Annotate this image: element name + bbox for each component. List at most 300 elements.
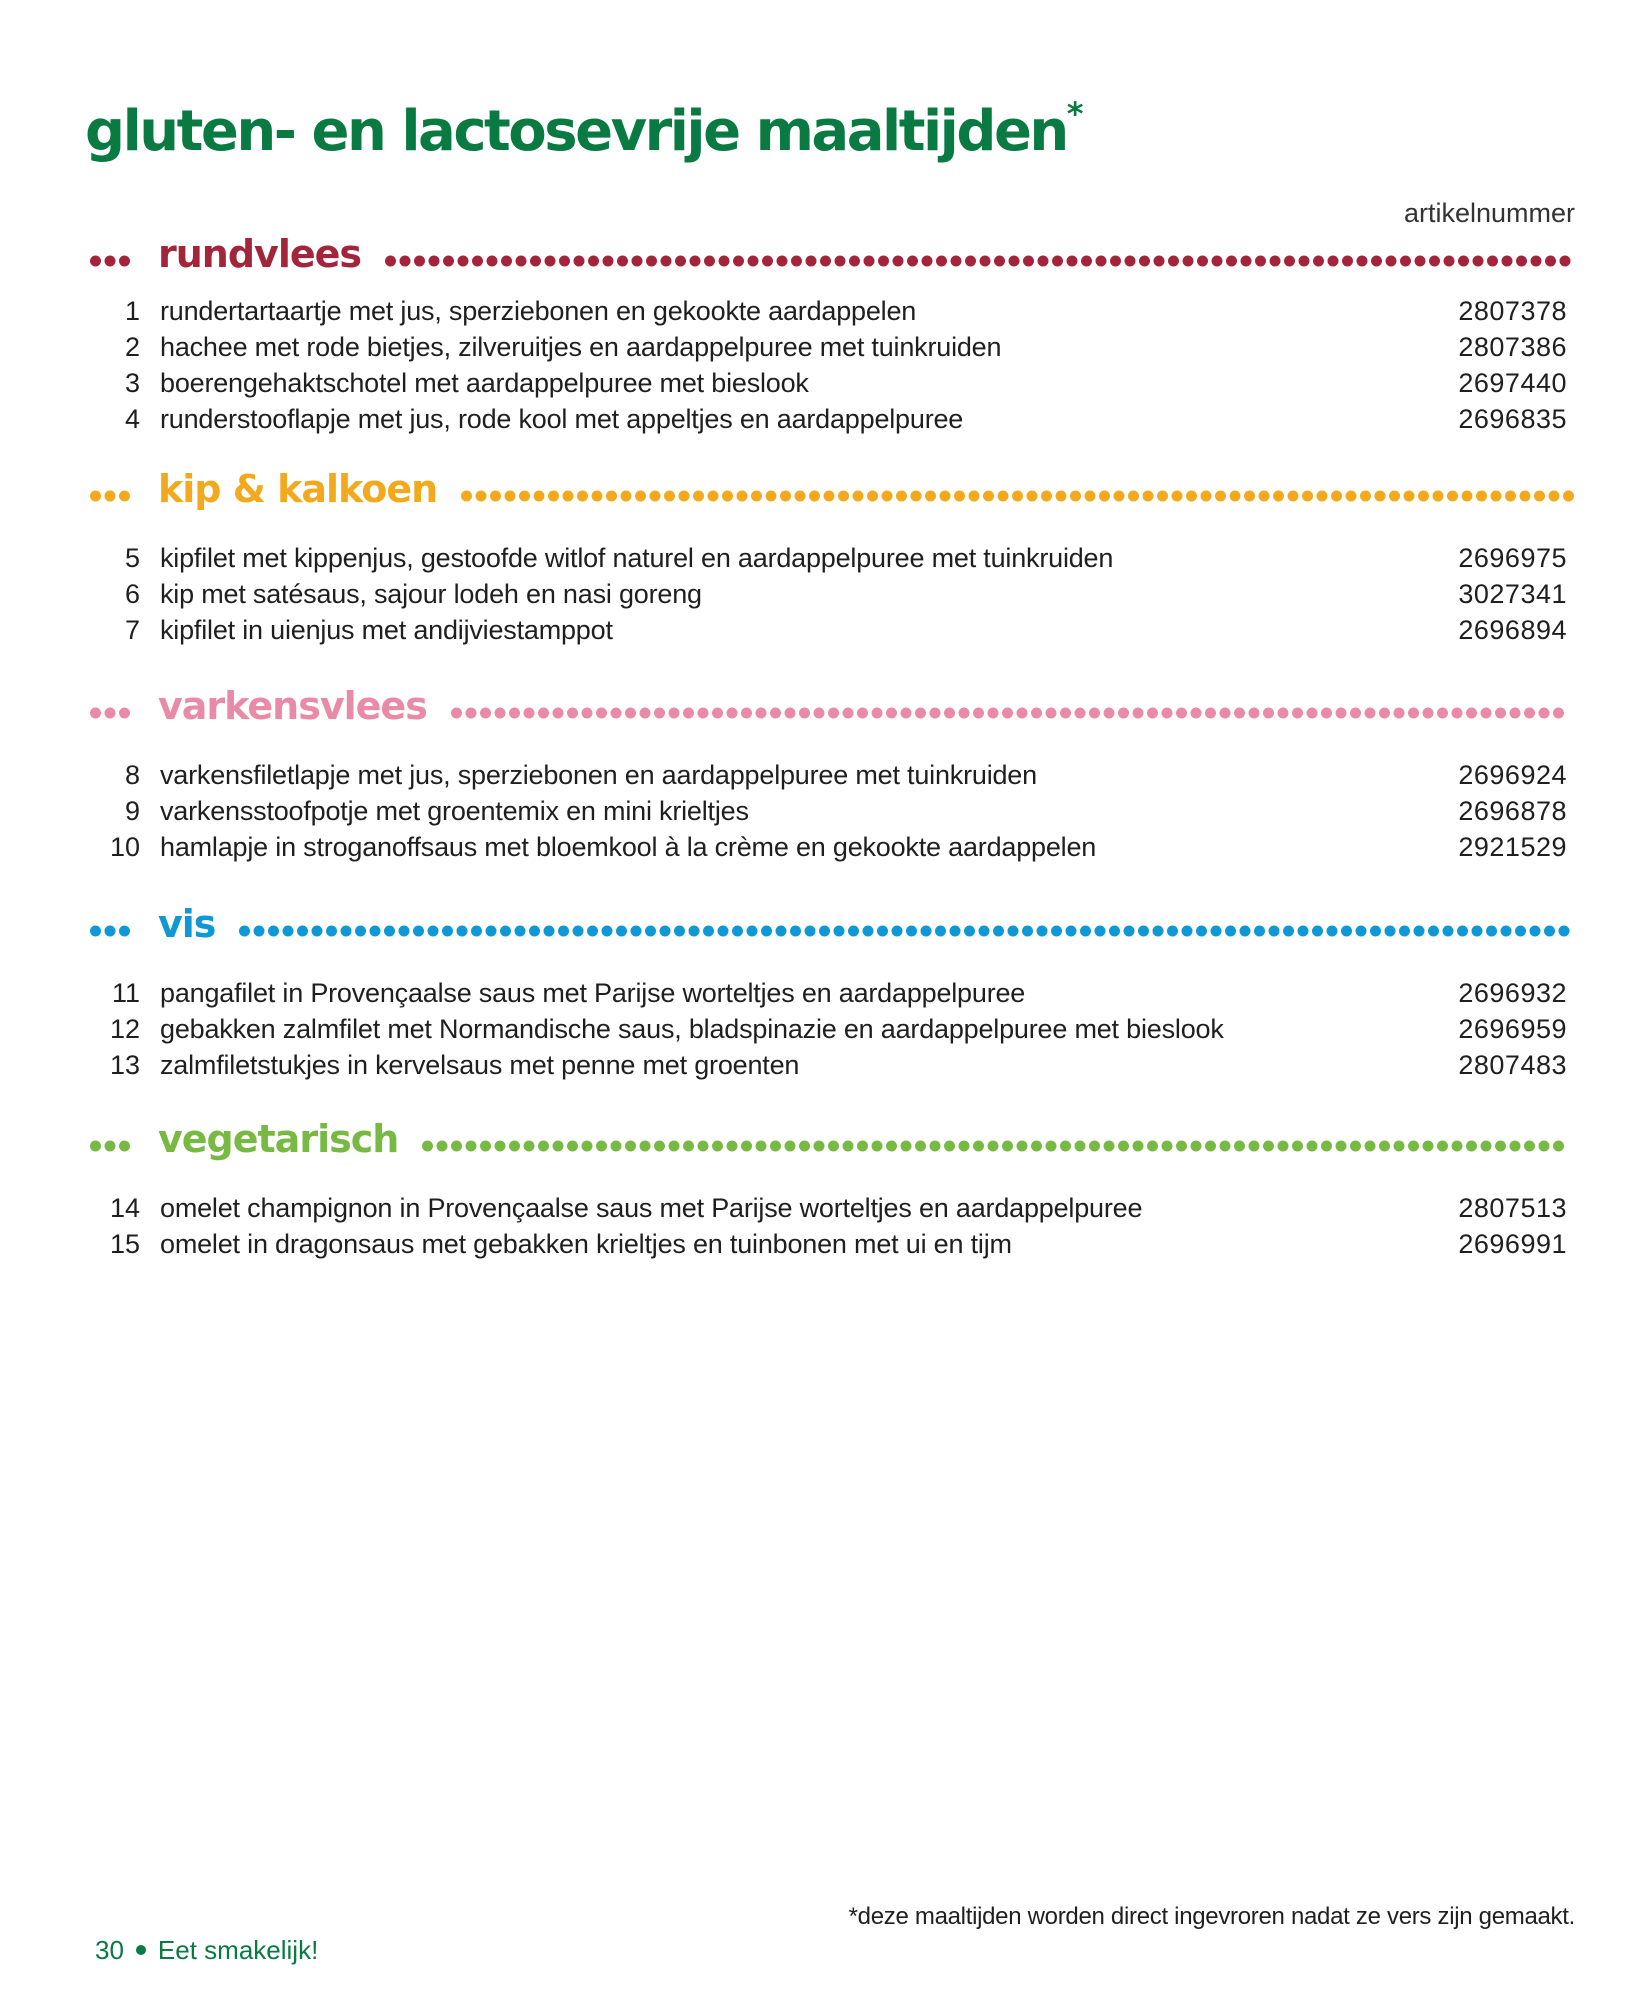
dot	[965, 256, 976, 267]
dot	[1128, 491, 1139, 502]
dot	[490, 491, 501, 502]
dot	[90, 491, 101, 502]
dot	[708, 491, 719, 502]
list-item	[90, 365, 1575, 401]
dot	[1341, 926, 1352, 937]
dot	[1182, 926, 1193, 937]
dot	[505, 491, 516, 502]
dot	[1357, 256, 1368, 267]
dot	[457, 926, 468, 937]
dot	[1510, 1141, 1521, 1152]
list-item	[90, 612, 1575, 648]
item-number: 10	[109, 832, 140, 862]
dot	[1327, 926, 1338, 937]
dot	[326, 926, 337, 937]
dot	[1167, 926, 1178, 937]
dot	[661, 256, 672, 267]
dot	[105, 708, 116, 719]
dot	[1336, 708, 1347, 719]
dot	[1553, 708, 1564, 719]
dot	[675, 256, 686, 267]
section-title: rundvlees	[158, 225, 367, 283]
dot	[105, 491, 116, 502]
dot	[1002, 708, 1013, 719]
dot	[1560, 256, 1571, 267]
bullet-dot-icon	[136, 1945, 146, 1955]
dot	[1066, 926, 1077, 937]
dot	[1139, 256, 1150, 267]
dot	[1481, 708, 1492, 719]
dot	[1143, 491, 1154, 502]
dot	[809, 491, 820, 502]
dot	[538, 1141, 549, 1152]
dot	[828, 708, 839, 719]
dot	[1516, 256, 1527, 267]
dot	[1495, 1141, 1506, 1152]
dot	[1356, 926, 1367, 937]
dot	[476, 491, 487, 502]
dot	[1038, 256, 1049, 267]
list-item	[90, 975, 1575, 1011]
dot	[1501, 926, 1512, 937]
dot	[785, 708, 796, 719]
dot	[574, 256, 585, 267]
dot	[719, 256, 730, 267]
dot	[1444, 256, 1455, 267]
dot	[1017, 708, 1028, 719]
dot	[901, 708, 912, 719]
dot	[940, 491, 951, 502]
dot	[486, 926, 497, 937]
dot	[980, 256, 991, 267]
section-vis	[90, 895, 1575, 1083]
dot	[994, 256, 1005, 267]
dot	[451, 1141, 462, 1152]
item-code: 2696959	[1458, 1014, 1567, 1044]
dot	[1346, 491, 1357, 502]
dot	[603, 256, 614, 267]
item-description: omelet in dragonsaus met gebakken krieltjes en tuinbonen met ui en tijm	[160, 1229, 1012, 1259]
dot	[1052, 256, 1063, 267]
dot	[1386, 256, 1397, 267]
dot	[582, 1141, 593, 1152]
dot	[617, 256, 628, 267]
item-code: 2696924	[1458, 760, 1567, 790]
dot	[669, 1141, 680, 1152]
dotted-rule	[239, 924, 1575, 938]
dot	[922, 256, 933, 267]
item-description: kipfilet met kippenjus, gestoofde witlof naturel en aardappelpuree met tuinkruiden	[160, 543, 1114, 573]
item-list	[90, 293, 1575, 437]
dot	[458, 256, 469, 267]
dot	[631, 926, 642, 937]
dotted-rule	[451, 706, 1575, 720]
dot	[820, 256, 831, 267]
dot	[1458, 256, 1469, 267]
dot	[1099, 491, 1110, 502]
dot	[828, 1141, 839, 1152]
leading-dots	[90, 924, 142, 938]
list-item	[90, 1047, 1575, 1083]
dot	[1249, 708, 1260, 719]
dot	[1023, 256, 1034, 267]
dot	[283, 926, 294, 937]
dot	[632, 256, 643, 267]
item-description: varkensfiletlapje met jus, sperziebonen en aardappelpuree met tuinkruiden	[160, 760, 1037, 790]
dot	[650, 491, 661, 502]
leading-dots	[90, 254, 142, 268]
dot	[1109, 926, 1120, 937]
dot	[1487, 256, 1498, 267]
dot	[835, 256, 846, 267]
dot	[1186, 491, 1197, 502]
dot	[1096, 256, 1107, 267]
dot	[544, 926, 555, 937]
dot	[1009, 256, 1020, 267]
dot	[558, 926, 569, 937]
item-description: varkensstoofpotje met groentemix en mini krieltjes	[160, 796, 749, 826]
dot	[1524, 1141, 1535, 1152]
dot	[1429, 256, 1440, 267]
dot	[973, 1141, 984, 1152]
dot	[1404, 491, 1415, 502]
dot	[893, 256, 904, 267]
dot	[654, 708, 665, 719]
dot	[119, 926, 130, 937]
dot	[1278, 1141, 1289, 1152]
dot	[1328, 256, 1339, 267]
section-title: vegetarisch	[158, 1110, 404, 1168]
item-number: 4	[124, 404, 140, 434]
dot	[698, 708, 709, 719]
dot	[1428, 926, 1439, 937]
dot	[872, 708, 883, 719]
item-number: 12	[109, 1014, 140, 1044]
item-code: 2696835	[1458, 404, 1567, 434]
dot	[674, 926, 685, 937]
dot	[563, 491, 574, 502]
dot	[596, 708, 607, 719]
dot	[969, 491, 980, 502]
dot	[1162, 1141, 1173, 1152]
dot	[790, 926, 801, 937]
dot	[1133, 1141, 1144, 1152]
dot	[712, 1141, 723, 1152]
dot	[1481, 1141, 1492, 1152]
page-footer	[95, 1935, 318, 1966]
dot	[573, 926, 584, 937]
dot	[1162, 708, 1173, 719]
dot	[683, 708, 694, 719]
dot	[838, 491, 849, 502]
dot	[1240, 926, 1251, 937]
dot	[751, 491, 762, 502]
item-number: 11	[111, 978, 140, 1008]
dot	[1437, 708, 1448, 719]
dot	[944, 708, 955, 719]
item-description: gebakken zalmfilet met Normandische saus, bladspinazie en aardappelpuree met bieslook	[160, 1014, 1224, 1044]
dot	[1273, 491, 1284, 502]
dot	[951, 256, 962, 267]
section-title: varkensvlees	[158, 677, 433, 735]
dot	[795, 491, 806, 502]
dot	[664, 491, 675, 502]
dot	[1299, 256, 1310, 267]
dot	[698, 1141, 709, 1152]
dot	[1531, 256, 1542, 267]
dot	[805, 926, 816, 937]
item-code: 2697440	[1458, 368, 1567, 398]
dot	[1385, 926, 1396, 937]
dot	[1234, 708, 1245, 719]
dot	[1225, 926, 1236, 937]
dot	[1259, 491, 1270, 502]
section-header	[90, 677, 1575, 735]
dot	[616, 926, 627, 937]
dot	[1375, 491, 1386, 502]
dot	[1408, 708, 1419, 719]
item-code: 2807483	[1458, 1050, 1567, 1080]
dot	[1147, 708, 1158, 719]
item-code: 2807513	[1458, 1193, 1567, 1223]
dot	[1089, 708, 1100, 719]
dot	[886, 708, 897, 719]
list-item	[90, 757, 1575, 793]
dot	[437, 1141, 448, 1152]
dot	[588, 256, 599, 267]
dot	[1104, 708, 1115, 719]
dot	[1473, 256, 1484, 267]
dotted-rule	[461, 489, 1575, 503]
dot	[1457, 926, 1468, 937]
section-rundvlees	[90, 225, 1575, 437]
dot	[1211, 926, 1222, 937]
dot	[596, 1141, 607, 1152]
dot	[1241, 256, 1252, 267]
title-asterisk: *	[1066, 95, 1084, 133]
dot	[907, 256, 918, 267]
dot	[776, 926, 787, 937]
section-varkensvlees	[90, 677, 1575, 865]
item-description: hachee met rode bietjes, zilveruitjes en aardappelpuree met tuinkruiden	[160, 332, 1002, 362]
dot	[1414, 926, 1425, 937]
dot	[901, 1141, 912, 1152]
dot	[297, 926, 308, 937]
dot	[602, 926, 613, 937]
dot	[799, 708, 810, 719]
dot	[509, 1141, 520, 1152]
dot	[1031, 708, 1042, 719]
dot	[814, 1141, 825, 1152]
dot	[1263, 708, 1274, 719]
dot	[1118, 1141, 1129, 1152]
section-vegetarisch	[90, 1110, 1575, 1262]
dot	[1415, 256, 1426, 267]
dot	[399, 926, 410, 937]
dot	[1041, 491, 1052, 502]
dot	[1089, 1141, 1100, 1152]
dot	[834, 926, 845, 937]
dot	[766, 491, 777, 502]
dot	[471, 926, 482, 937]
dot	[1331, 491, 1342, 502]
item-number: 8	[124, 760, 140, 790]
dot	[998, 491, 1009, 502]
dot	[1505, 491, 1516, 502]
dot	[1515, 926, 1526, 937]
dot	[90, 926, 101, 937]
item-number: 14	[109, 1193, 140, 1223]
dot	[683, 1141, 694, 1152]
dot	[1283, 926, 1294, 937]
dot	[1423, 1141, 1434, 1152]
dot	[1234, 1141, 1245, 1152]
item-code: 2696991	[1458, 1229, 1567, 1259]
section-title: kip & kalkoen	[158, 460, 443, 518]
item-description: pangafilet in Provençaalse saus met Parijse worteltjes en aardappelpuree	[160, 978, 1026, 1008]
dot	[1342, 256, 1353, 267]
dot	[466, 1141, 477, 1152]
dot	[1270, 256, 1281, 267]
item-number: 3	[124, 368, 140, 398]
dot	[1370, 926, 1381, 937]
dot	[640, 1141, 651, 1152]
dot	[621, 491, 632, 502]
dot	[1220, 708, 1231, 719]
dot	[1365, 708, 1376, 719]
dot	[1408, 1141, 1419, 1152]
item-description: zalmfiletstukjes in kervelsaus met penne met groenten	[160, 1050, 800, 1080]
dot	[785, 1141, 796, 1152]
dot	[911, 491, 922, 502]
dot	[1191, 708, 1202, 719]
dot	[480, 1141, 491, 1152]
dot	[993, 926, 1004, 937]
dot	[1350, 708, 1361, 719]
dot	[1197, 256, 1208, 267]
dot	[1080, 926, 1091, 937]
dot	[849, 256, 860, 267]
dot	[954, 491, 965, 502]
dot	[704, 256, 715, 267]
dot	[1154, 256, 1165, 267]
dot	[1095, 926, 1106, 937]
dot	[1046, 1141, 1057, 1152]
dot	[925, 491, 936, 502]
dot	[1502, 256, 1513, 267]
dot	[1313, 256, 1324, 267]
dot	[660, 926, 671, 937]
dot	[545, 256, 556, 267]
dot	[1114, 491, 1125, 502]
item-number: 2	[124, 332, 140, 362]
leading-dots	[90, 489, 142, 503]
dot	[1491, 491, 1502, 502]
dot	[1060, 1141, 1071, 1152]
dot	[824, 491, 835, 502]
dot	[988, 1141, 999, 1152]
dot	[1394, 1141, 1405, 1152]
item-code: 2696894	[1458, 615, 1567, 645]
dot	[864, 256, 875, 267]
dot	[777, 256, 788, 267]
dot	[1452, 1141, 1463, 1152]
dot	[1298, 926, 1309, 937]
dot	[119, 256, 130, 267]
dot	[1220, 1141, 1231, 1152]
dot	[1085, 491, 1096, 502]
dot	[1307, 708, 1318, 719]
dot	[1447, 491, 1458, 502]
dot	[770, 1141, 781, 1152]
dot	[988, 708, 999, 719]
dot	[936, 256, 947, 267]
dot	[1437, 1141, 1448, 1152]
dot	[268, 926, 279, 937]
dot	[930, 1141, 941, 1152]
item-code: 3027341	[1458, 579, 1567, 609]
dot	[1302, 491, 1313, 502]
dot	[979, 926, 990, 937]
dot	[814, 708, 825, 719]
dot	[935, 926, 946, 937]
dot	[443, 256, 454, 267]
item-list	[90, 757, 1575, 865]
list-item	[90, 401, 1575, 437]
dot	[370, 926, 381, 937]
dot	[896, 491, 907, 502]
dot	[495, 1141, 506, 1152]
dot	[1022, 926, 1033, 937]
dot	[1549, 491, 1560, 502]
section-header	[90, 1110, 1575, 1168]
dot	[1350, 1141, 1361, 1152]
dot	[1037, 926, 1048, 937]
dot	[1133, 708, 1144, 719]
dot	[669, 708, 680, 719]
dot	[1147, 1141, 1158, 1152]
dot	[1462, 491, 1473, 502]
dot	[906, 926, 917, 937]
dot	[1255, 256, 1266, 267]
dot	[429, 256, 440, 267]
dot	[1031, 1141, 1042, 1152]
section-title: vis	[158, 895, 221, 953]
dot	[312, 926, 323, 937]
dot	[1423, 708, 1434, 719]
dot	[105, 926, 116, 937]
list-item	[90, 1190, 1575, 1226]
dot	[559, 256, 570, 267]
dot	[733, 256, 744, 267]
dot	[741, 1141, 752, 1152]
dot	[119, 491, 130, 502]
dotted-rule	[385, 254, 1575, 268]
dot	[799, 1141, 810, 1152]
dot	[500, 926, 511, 937]
item-description: rundertartaartje met jus, sperziebonen en gekookte aardappelen	[160, 296, 917, 326]
dot	[1524, 708, 1535, 719]
dot	[1466, 708, 1477, 719]
column-header-artikelnummer: artikelnummer	[1403, 198, 1575, 228]
dot	[611, 1141, 622, 1152]
dot	[384, 926, 395, 937]
dot	[1110, 256, 1121, 267]
dot	[1476, 491, 1487, 502]
dot	[690, 256, 701, 267]
dot	[1539, 708, 1550, 719]
dot	[119, 708, 130, 719]
